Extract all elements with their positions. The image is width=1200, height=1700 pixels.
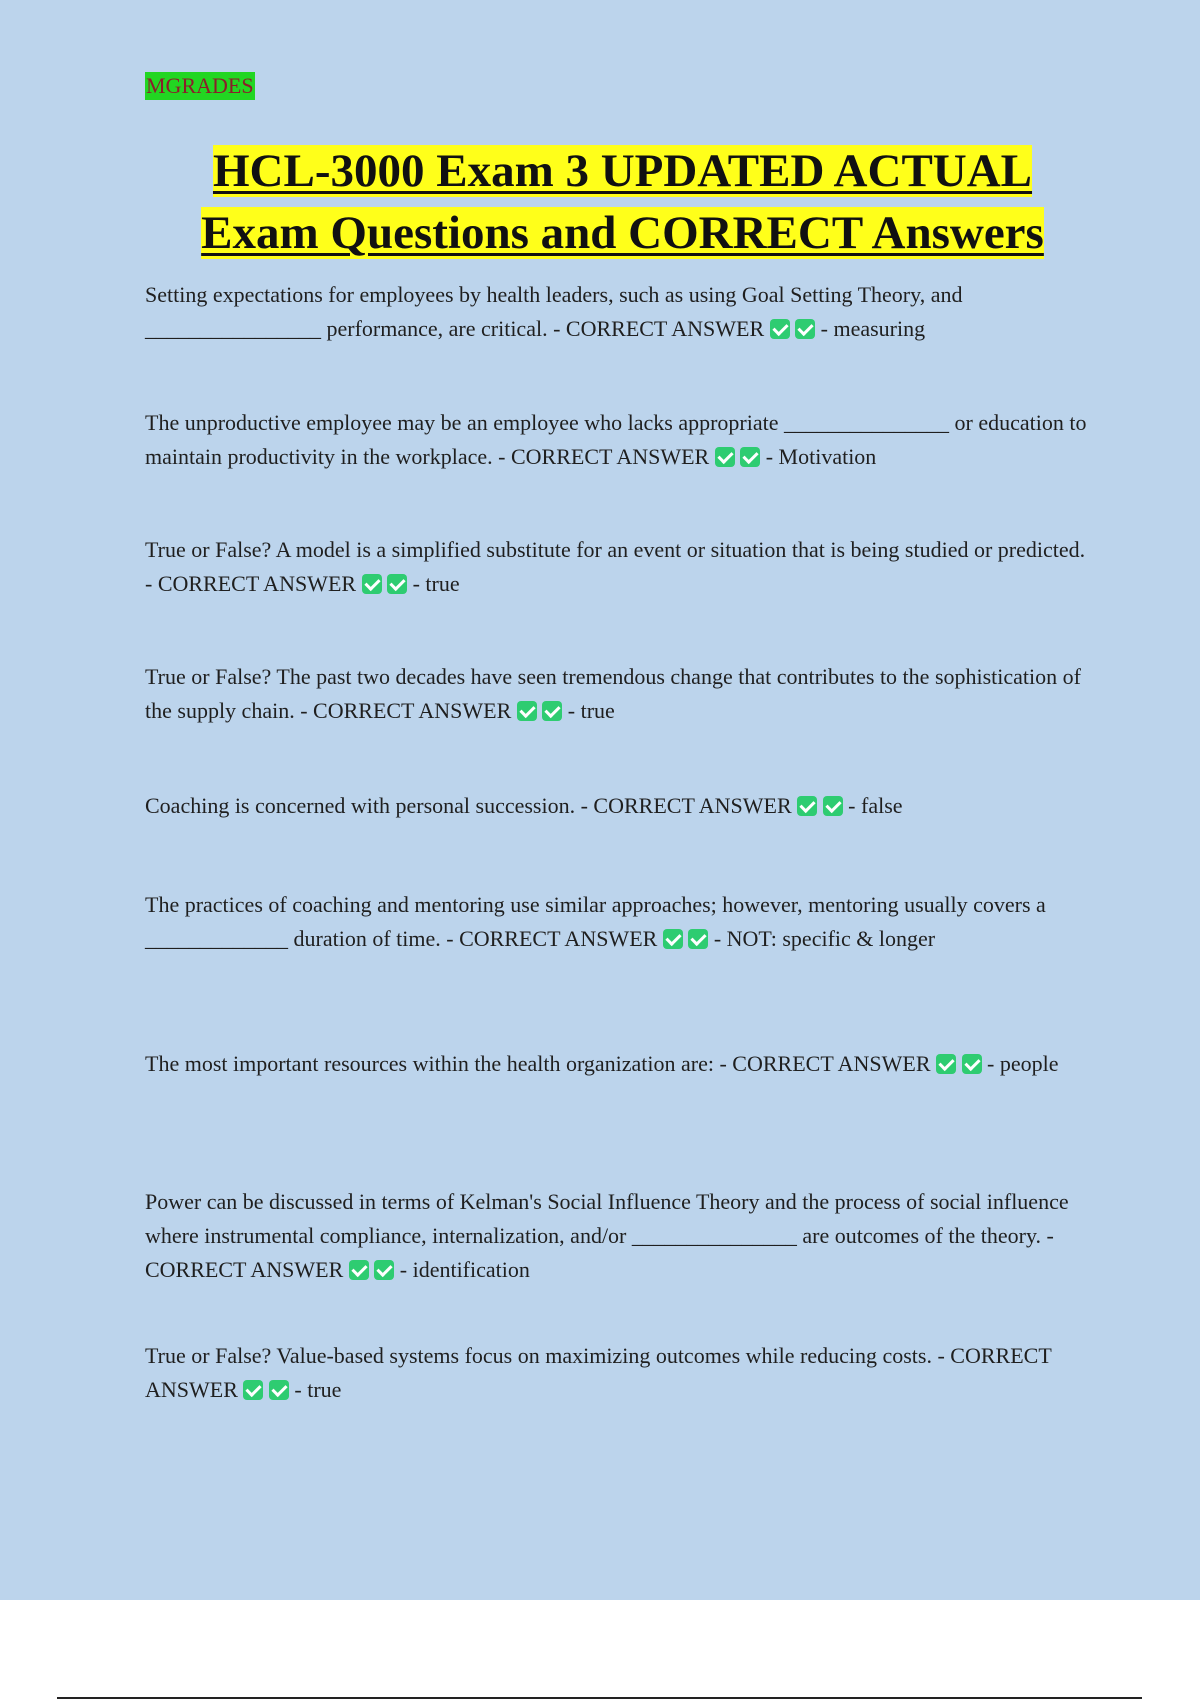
check-mark-icon (542, 701, 562, 721)
check-mark-icon (362, 574, 382, 594)
answer-text: Motivation (778, 444, 877, 469)
check-mark-icon (740, 447, 760, 467)
answer-text: true (425, 571, 460, 596)
question-text: Power can be discussed in terms of Kelman's Social Influence Theory and the process of social influence where instrumental compliance, internalization, and/or _______________ are outcomes of the theory. (145, 1189, 1069, 1248)
check-mark-icon (936, 1054, 956, 1074)
qa-item (145, 1047, 1095, 1081)
check-mark-icon (269, 1380, 289, 1400)
correct-answer-marker: - CORRECT ANSWER (580, 793, 792, 818)
check-mark-icon (770, 319, 790, 339)
answer-dash: - (848, 793, 856, 818)
qa-item (145, 533, 1095, 601)
answer-dash: - (567, 698, 576, 723)
qa-item (145, 1339, 1095, 1407)
check-mark-icon (663, 929, 683, 949)
answer-text: people (999, 1051, 1059, 1076)
correct-answer-marker: - CORRECT ANSWER (145, 1343, 1052, 1402)
correct-answer-marker: - CORRECT ANSWER (145, 571, 357, 596)
correct-answer-marker: - CORRECT ANSWER (145, 1223, 1054, 1282)
correct-answer-marker: - CORRECT ANSWER (498, 444, 710, 469)
answer-text: true (580, 698, 615, 723)
question-text: True or False? The past two decades have seen tremendous change that contributes to the sophistication of the supply chain. (145, 664, 1081, 723)
qa-item (145, 278, 1095, 346)
question-text: The practices of coaching and mentoring use similar approaches; however, mentoring usually covers a _____________ duration of time. (145, 892, 1046, 951)
question-text: True or False? A model is a simplified substitute for an event or situation that is being studied or predicted. (145, 537, 1086, 562)
answer-dash: - (987, 1051, 995, 1076)
check-mark-icon (962, 1054, 982, 1074)
check-mark-icon (517, 701, 537, 721)
check-mark-icon (688, 929, 708, 949)
check-mark-icon (795, 319, 815, 339)
check-mark-icon (387, 574, 407, 594)
correct-answer-marker: - CORRECT ANSWER (553, 316, 765, 341)
check-mark-icon (349, 1260, 369, 1280)
question-text: The most important resources within the health organization are: (145, 1051, 720, 1076)
question-text: The unproductive employee may be an employee who lacks appropriate _______________ or education to maintain productivity in the workplace. (145, 410, 1087, 469)
answer-dash: - (765, 444, 774, 469)
answer-text: identification (412, 1257, 530, 1282)
correct-answer-marker: - CORRECT ANSWER (446, 926, 658, 951)
title-line-1: HCL-3000 Exam 3 UPDATED ACTUAL (212, 145, 1033, 197)
check-mark-icon (823, 796, 843, 816)
page-title (140, 140, 1105, 264)
answer-dash: - (820, 316, 828, 341)
answer-text: NOT: specific & longer (726, 926, 936, 951)
qa-item (145, 789, 1095, 823)
qa-item (145, 406, 1095, 474)
correct-answer-marker: - CORRECT ANSWER (300, 698, 512, 723)
qa-item (145, 660, 1095, 728)
answer-dash: - (294, 1377, 302, 1402)
check-mark-icon (797, 796, 817, 816)
answer-text: measuring (833, 316, 926, 341)
correct-answer-marker: - CORRECT ANSWER (719, 1051, 931, 1076)
qa-item (145, 888, 1095, 956)
qa-item (145, 1185, 1095, 1287)
answer-text: false (861, 793, 903, 818)
brand-watermark: MGRADES (146, 73, 254, 98)
footer-divider (57, 1697, 1142, 1699)
question-text: Setting expectations for employees by health leaders, such as using Goal Setting Theory, and ________________ performance, are critical. (145, 282, 963, 341)
title-line-2: Exam Questions and CORRECT Answers (201, 207, 1044, 259)
question-text: Coaching is concerned with personal succession. (145, 793, 581, 818)
answer-dash: - (713, 926, 722, 951)
check-mark-icon (243, 1380, 263, 1400)
answer-dash: - (412, 571, 420, 596)
question-text: True or False? Value-based systems focus on maximizing outcomes while reducing costs. (145, 1343, 938, 1368)
check-mark-icon (715, 447, 735, 467)
answer-text: true (307, 1377, 342, 1402)
check-mark-icon (374, 1260, 394, 1280)
answer-dash: - (399, 1257, 408, 1282)
